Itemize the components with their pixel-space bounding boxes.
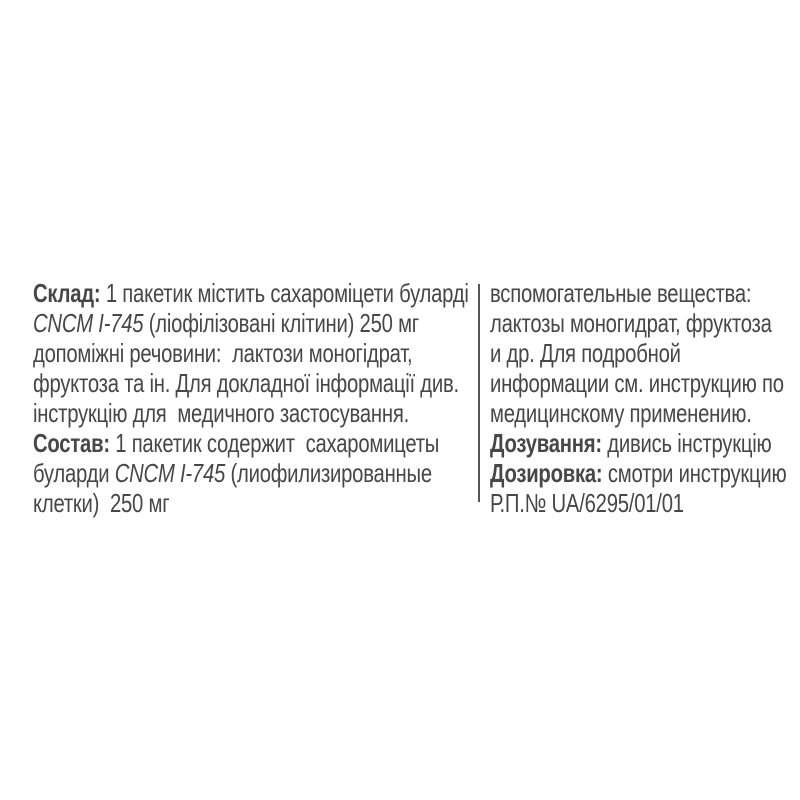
text-line: [490, 428, 786, 458]
text-segment: дивись інструкцію: [601, 428, 772, 458]
text-line: [33, 458, 469, 488]
text-line: [33, 368, 469, 398]
text-segment: (ліофілізовані клітини) 250 мг: [143, 308, 419, 338]
text-line: [33, 428, 469, 458]
text-segment: смотри инструкцию: [602, 458, 787, 488]
text-segment: вспомогательные вещества:: [490, 278, 752, 308]
text-line: [490, 308, 786, 338]
bold-label: Состав:: [33, 428, 110, 458]
text-line: [490, 398, 786, 428]
text-segment: 1 пакетик содержит сахаромицеты: [109, 428, 440, 458]
text-line: [33, 398, 469, 428]
text-segment: медицинскому применению.: [490, 398, 752, 428]
text-segment: інструкцію для медичного застосування.: [33, 398, 409, 428]
text-line: [490, 278, 786, 308]
text-segment: информации см. инструкцию по: [490, 368, 784, 398]
text-line: [490, 458, 786, 488]
text-segment: лактозы моногидрат, фруктоза: [490, 308, 772, 338]
text-segment: (лиофилизированные: [225, 458, 432, 488]
bold-label: Дозування:: [490, 428, 602, 458]
text-segment: и др. Для подробной: [490, 338, 681, 368]
text-segment: буларди: [33, 458, 115, 488]
text-line: [33, 308, 469, 338]
text-line: [490, 368, 786, 398]
composition-text-right-column: [490, 278, 786, 518]
column-divider: [478, 284, 480, 502]
text-line: [490, 338, 786, 368]
bold-label: Дозировка:: [490, 458, 603, 488]
text-segment: фруктоза та ін. Для докладної інформації див.: [33, 368, 459, 398]
bold-label: Склад:: [33, 278, 101, 308]
text-segment: Р.П.№ UA/6295/01/01: [490, 488, 684, 518]
text-segment: 1 пакетик містить сахароміцети буларді: [100, 278, 469, 308]
text-segment: клетки) 250 мг: [33, 488, 170, 518]
text-line: [33, 338, 469, 368]
text-line: [33, 488, 469, 518]
italic-strain-name: CNCM I-745: [33, 308, 144, 338]
composition-text-left-column: [33, 278, 469, 518]
text-segment: допоміжні речовини: лактози моногідрат,: [33, 338, 413, 368]
text-line: [33, 278, 469, 308]
italic-strain-name: CNCM I-745: [114, 458, 226, 488]
text-line: [490, 488, 786, 518]
